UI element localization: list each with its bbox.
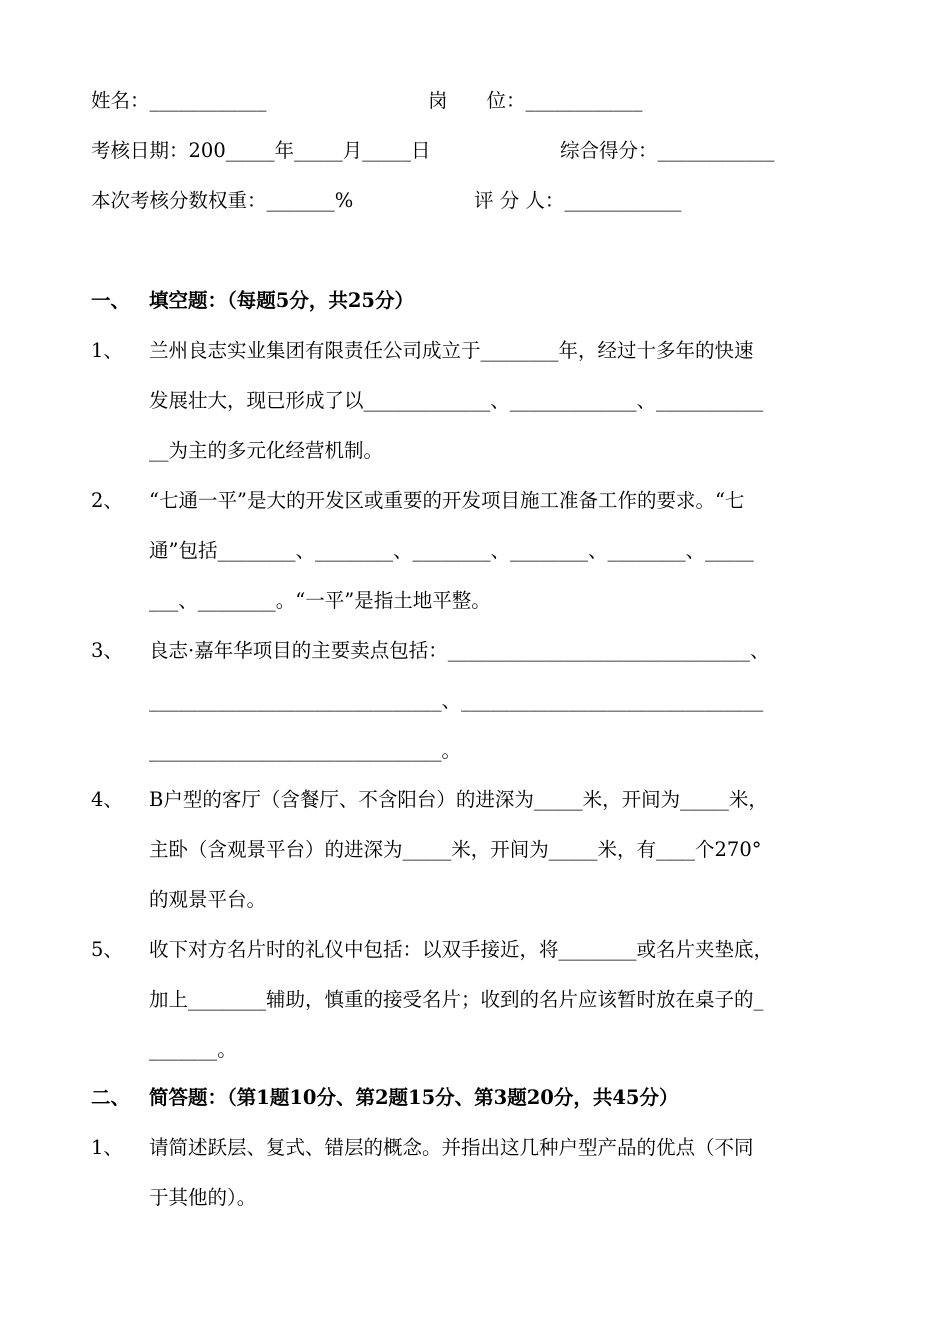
- exam-date-field: 考核日期：200_____年_____月_____日: [91, 139, 431, 162]
- grader-field: 评 分 人：____________: [474, 189, 682, 212]
- q4-line-2: 主卧（含观景平台）的进深为_____米，开间为_____米，有____个270°: [149, 838, 762, 861]
- s2-q1-line-2: 于其他的）。: [149, 1186, 257, 1209]
- q1-number: 1、: [91, 339, 123, 362]
- q5-line-2: 加上________辅助，慎重的接受名片；收到的名片应该暂时放在桌子的_: [149, 988, 764, 1011]
- q1-line-3: __为主的多元化经营机制。: [149, 439, 384, 462]
- name-field: 姓名：____________: [91, 89, 267, 112]
- q2-line-2: 通”包括________、________、________、________、________、_____: [149, 539, 754, 562]
- total-score-field: 综合得分：____________: [560, 139, 775, 162]
- q3-line-3: ______________________________。: [149, 739, 461, 762]
- q1-line-1: 兰州良志实业集团有限责任公司成立于________年，经过十多年的快速: [149, 339, 754, 362]
- s2-q1-number: 1、: [91, 1136, 123, 1159]
- q2-number: 2、: [91, 489, 123, 512]
- q3-line-1: 良志·嘉年华项目的主要卖点包括：_______________________________、: [149, 639, 770, 662]
- q3-line-2: ______________________________、_______________________________: [149, 689, 764, 712]
- q3-number: 3、: [91, 639, 123, 662]
- position-field: 岗 位：____________: [428, 89, 643, 112]
- section2-number: 二、: [91, 1086, 131, 1109]
- s2-q1-line-1: 请简述跃层、复式、错层的概念。并指出这几种户型产品的优点（不同: [149, 1136, 754, 1159]
- section1-number: 一、: [91, 289, 131, 312]
- q2-line-3: ___、________。“一平”是指土地平整。: [149, 589, 491, 612]
- q4-number: 4、: [91, 788, 123, 811]
- score-weight-field: 本次考核分数权重：_______%: [91, 189, 354, 212]
- section1-title: 填空题：（每题5分，共25分）: [149, 289, 414, 312]
- q5-line-3: _______。: [149, 1038, 237, 1061]
- q2-line-1: “七通一平”是大的开发区或重要的开发项目施工准备工作的要求。“七: [149, 489, 745, 512]
- q4-line-1: B户型的客厅（含餐厅、不含阳台）的进深为_____米，开间为_____米，: [149, 788, 768, 811]
- q1-line-2: 发展壮大，现已形成了以_____________、_____________、___________: [149, 389, 764, 412]
- q4-line-3: 的观景平台。: [149, 888, 267, 911]
- q5-line-1: 收下对方名片时的礼仪中包括：以双手接近，将________或名片夹垫底，: [149, 938, 774, 961]
- q5-number: 5、: [91, 938, 123, 961]
- section2-title: 简答题：（第1题10分、第2题15分、第3题20分，共45分）: [149, 1086, 679, 1109]
